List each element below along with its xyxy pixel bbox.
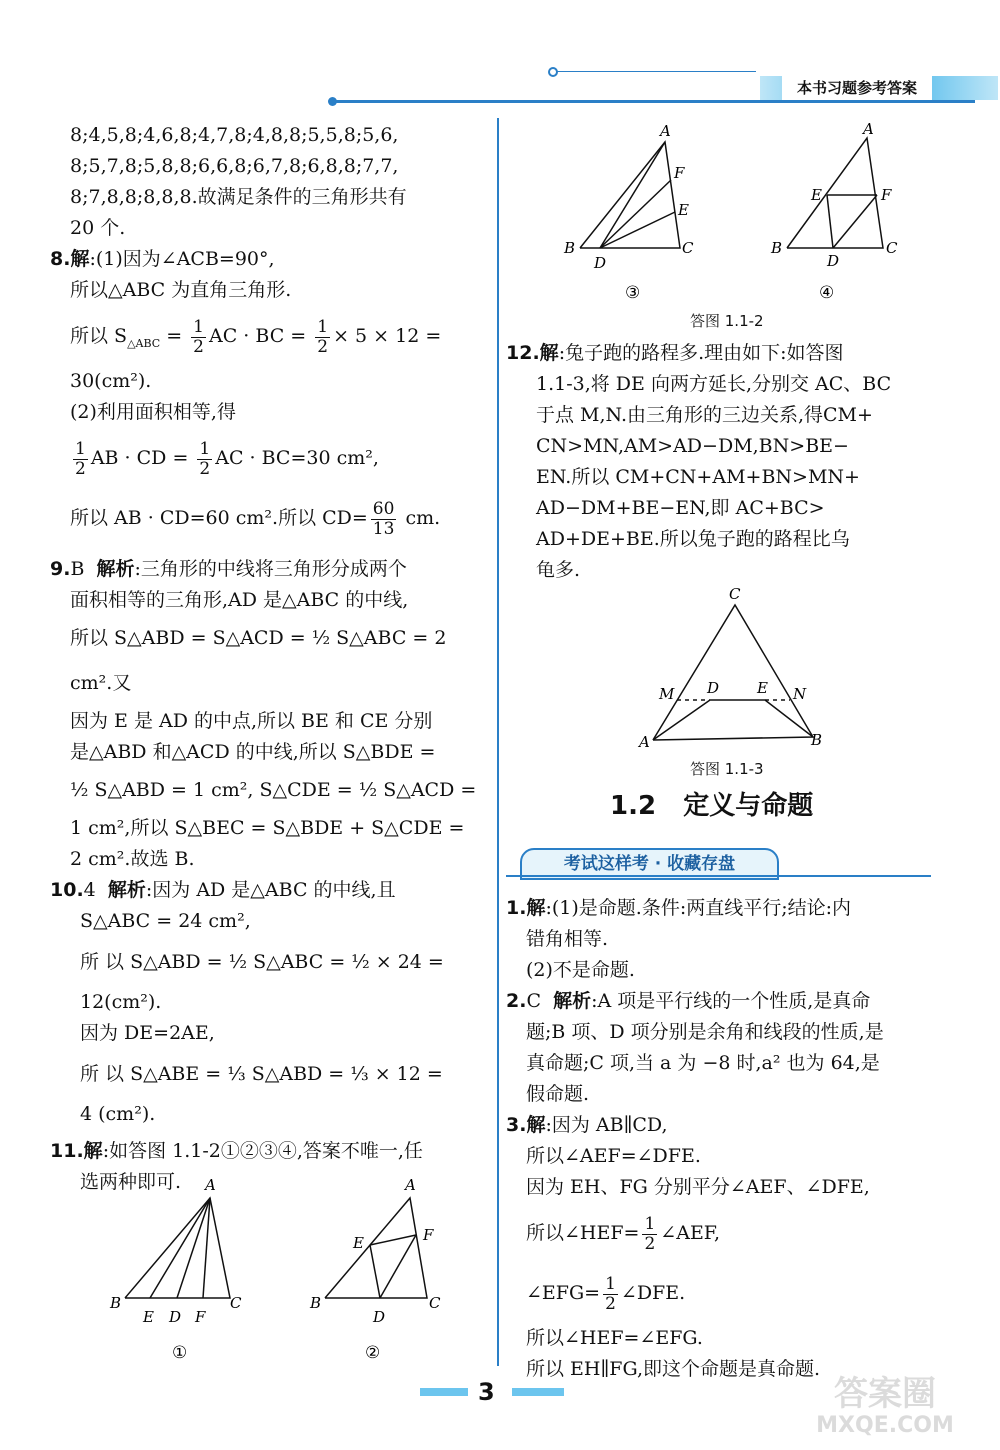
point-label: F xyxy=(881,186,892,204)
header-thin-line xyxy=(556,71,756,72)
q10-line1 xyxy=(50,875,480,906)
frac-num: 1 xyxy=(644,1213,656,1234)
point-label: D xyxy=(594,254,607,272)
q10-line7: 4 (cm²). xyxy=(80,1103,156,1125)
q8-l7-end: cm. xyxy=(399,507,441,529)
point-label: B xyxy=(771,239,783,257)
section-number: 1.2 xyxy=(610,791,657,821)
triangle-acb xyxy=(653,605,813,740)
cont-line: 8;5,7,8;5,8,8;6,6,8;6,7,8;6,8,8;7,7, xyxy=(70,155,399,177)
segment-ed xyxy=(827,195,833,248)
q10-line4: 12(cm²). xyxy=(80,991,162,1013)
q9-answer: B xyxy=(70,558,85,580)
a3-l5-end: ∠DFE. xyxy=(620,1282,686,1304)
caption-fig-1-1-2: 答图 1.1-2 xyxy=(690,312,764,330)
section-heading xyxy=(610,785,813,822)
q8-line5: (2)利用面积相等,得 xyxy=(70,401,236,423)
q12-text1: :兔子跑的路程多.理由如下:如答图 xyxy=(558,342,844,364)
figure-1-1-3 xyxy=(635,585,835,755)
page-deco-left xyxy=(420,1388,468,1396)
point-label: C xyxy=(230,1294,242,1312)
q12-block xyxy=(506,338,931,586)
caption-fig-1-1-3: 答图 1.1-3 xyxy=(690,760,764,778)
q9-number: 9. xyxy=(50,558,71,580)
q9-line2: 面积相等的三角形,AD 是△ABC 的中线, xyxy=(70,589,409,611)
page-deco-right xyxy=(512,1388,564,1396)
triangle-abc xyxy=(325,1198,427,1298)
q8-text1: :(1)因为∠ACB=90°, xyxy=(89,248,275,270)
triangle-abc xyxy=(125,1198,230,1298)
q8-line1 xyxy=(50,244,480,275)
point-label: B xyxy=(811,731,823,749)
q9-line6: ½ S△ABD = 1 cm², S△CDE = ½ S△ACD = xyxy=(70,779,477,801)
figure-2 xyxy=(305,1170,465,1370)
point-label: D xyxy=(827,252,840,270)
a1-line1 xyxy=(506,893,931,924)
q8-l3-end: × 5 × 12 = xyxy=(333,325,442,347)
figure-number: ② xyxy=(365,1343,381,1363)
a2-text1: :A 项是平行线的一个性质,是真命 xyxy=(591,990,871,1012)
frac-num: 1 xyxy=(199,438,211,459)
point-label: E xyxy=(678,201,689,219)
point-label: E xyxy=(353,1234,364,1252)
q9-line8: 2 cm².故选 B. xyxy=(70,848,195,870)
figure-number: ① xyxy=(172,1343,188,1363)
q9-text1: :三角形的中线将三角形分成两个 xyxy=(134,558,407,580)
figure-number: ③ xyxy=(625,283,641,303)
point-label: E xyxy=(811,186,822,204)
point-label: A xyxy=(205,1176,216,1194)
point-label: E xyxy=(757,679,768,697)
q8-l7-pre: 所以 AB · CD=60 cm².所以 CD= xyxy=(70,507,368,529)
banner-underline xyxy=(506,875,931,877)
q9-line7: 1 cm²,所以 S△BEC = S△BDE + S△CDE = xyxy=(70,817,465,839)
frac-den: 13 xyxy=(372,518,395,539)
fraction xyxy=(371,500,397,539)
a3-line7: 所以 EH∥FG,即这个命题是真命题. xyxy=(526,1358,821,1380)
q9-label: 解析 xyxy=(96,558,135,580)
segment-ed xyxy=(370,1245,380,1298)
triangle-abc xyxy=(580,142,680,248)
figure-3 xyxy=(560,120,710,305)
point-label: C xyxy=(729,585,741,603)
segment-af xyxy=(203,1198,210,1298)
a2-label: 解析 xyxy=(553,990,592,1012)
watermark-logo xyxy=(775,1375,995,1445)
path-adeb xyxy=(653,700,813,740)
q8-number: 8. xyxy=(50,248,71,270)
a3-line5 xyxy=(506,1263,931,1323)
point-label: M xyxy=(659,685,675,703)
point-label: A xyxy=(863,120,874,138)
q10-number: 10. xyxy=(50,879,84,901)
q12-line: AD−DM+BE−EN,即 AC+BC> xyxy=(536,497,825,519)
header-dot-top xyxy=(548,67,558,77)
point-label: C xyxy=(429,1294,441,1312)
q8-line2: 所以△ABC 为直角三角形. xyxy=(70,279,292,301)
figure-number: ④ xyxy=(819,283,835,303)
point-label: C xyxy=(886,239,898,257)
q8-l3-sub: △ABC xyxy=(127,336,161,350)
section-title: 定义与命题 xyxy=(683,791,814,821)
q12-number: 12. xyxy=(506,342,540,364)
point-label: C xyxy=(682,239,694,257)
point-label: B xyxy=(564,239,576,257)
point-label: B xyxy=(310,1294,322,1312)
segment-fd xyxy=(833,195,877,248)
frac-num: 1 xyxy=(605,1273,616,1294)
q10-line6: 所 以 S△ABE = ⅓ S△ABD = ⅓ × 12 = xyxy=(80,1063,443,1085)
frac-den: 2 xyxy=(317,336,329,357)
a3-line4 xyxy=(506,1203,931,1263)
fraction xyxy=(315,318,330,357)
q10-line2: S△ABC = 24 cm², xyxy=(80,910,251,932)
q8-line4: 30(cm²). xyxy=(70,370,152,392)
frac-num: 1 xyxy=(193,316,204,337)
a3-line1 xyxy=(506,1110,931,1141)
fraction xyxy=(603,1275,618,1314)
a2-line: 题;B 项、D 项分别是余角和线段的性质,是 xyxy=(526,1021,884,1043)
a3-l4-end: ∠AEF, xyxy=(660,1222,721,1244)
q8-l3-eq: = xyxy=(160,325,189,347)
a1-number: 1. xyxy=(506,897,527,919)
segment-ae xyxy=(150,1198,210,1298)
cont-line: 20 个. xyxy=(70,217,126,239)
q8-line6 xyxy=(50,428,480,488)
triangle-abc xyxy=(787,138,883,248)
q9-line1 xyxy=(50,554,480,585)
point-label: F xyxy=(423,1226,434,1244)
point-label: D xyxy=(373,1308,386,1326)
q9-line5: 是△ABD 和△ACD 的中线,所以 S△BDE = xyxy=(70,741,436,763)
a3-l5-pre: ∠EFG= xyxy=(526,1282,601,1304)
q12-line: 1.1-3,将 DE 向两方延长,分别交 AC、BC xyxy=(536,373,892,395)
frac-den: 2 xyxy=(193,336,204,357)
q12-line: 龟多. xyxy=(536,559,581,581)
a1-label: 解 xyxy=(526,897,546,919)
segment-fd xyxy=(380,1235,416,1298)
frac-den: 2 xyxy=(644,1233,656,1254)
point-label: B xyxy=(110,1294,122,1312)
q12-line: CN>MN,AM>AD−DM,BN>BE− xyxy=(536,435,849,457)
fraction xyxy=(73,440,88,479)
q12-line: EN.所以 CM+CN+AM+BN>MN+ xyxy=(536,466,860,488)
point-label: E xyxy=(143,1308,154,1326)
a3-line2: 所以∠AEF=∠DFE. xyxy=(526,1145,701,1167)
a3-number: 3. xyxy=(506,1114,527,1136)
fraction xyxy=(197,440,212,479)
q8-line3 xyxy=(50,306,480,366)
frac-den: 2 xyxy=(199,458,211,479)
a3-label: 解 xyxy=(526,1114,546,1136)
frac-num: 60 xyxy=(372,498,395,519)
exam-banner: 考试这样考 · 收藏存盘 xyxy=(520,848,779,880)
q10-line3: 所 以 S△ABD = ½ S△ABC = ½ × 24 = xyxy=(80,951,444,973)
q9-line4: 因为 E 是 AD 的中点,所以 BE 和 CE 分别 xyxy=(70,710,433,732)
a1-text1: :(1)是命题.条件:两直线平行;结论:内 xyxy=(545,897,852,919)
q8-l3-tail: AC · BC = xyxy=(209,325,313,347)
watermark-url: MXQE.COM xyxy=(816,1413,954,1438)
a2-answer: C xyxy=(526,990,541,1012)
point-label: D xyxy=(169,1308,182,1326)
q10-answer: 4 xyxy=(83,879,96,901)
page-number: 3 xyxy=(478,1378,495,1406)
a3-line6: 所以∠HEF=∠EFG. xyxy=(526,1327,703,1349)
q12-label: 解 xyxy=(539,342,559,364)
q10-label: 解析 xyxy=(107,879,146,901)
frac-den: 2 xyxy=(75,458,86,479)
a2-number: 2. xyxy=(506,990,527,1012)
a3-line3: 因为 EH、FG 分别平分∠AEF、∠DFE, xyxy=(526,1176,870,1198)
q11-label: 解 xyxy=(83,1140,103,1162)
frac-den: 2 xyxy=(605,1293,616,1314)
q8-l3-pre: 所以 S xyxy=(70,325,128,347)
point-label: F xyxy=(674,164,685,182)
q10-text1: :因为 AD 是△ABC 的中线,且 xyxy=(145,879,396,901)
a2-line: 假命题. xyxy=(526,1083,590,1105)
q8-l6-tail: AB · CD = xyxy=(90,447,195,469)
figure-4 xyxy=(765,120,915,305)
point-label: A xyxy=(660,122,671,140)
point-label: A xyxy=(405,1176,416,1194)
cont-line: 8;7,8,8;8,8,8.故满足条件的三角形共有 xyxy=(70,186,407,208)
q12-line: AD+DE+BE.所以兔子跑的路程比乌 xyxy=(536,528,850,550)
point-label: N xyxy=(793,685,807,703)
a2-line: 真命题;C 项,当 a 为 −8 时,a² 也为 64,是 xyxy=(526,1052,880,1074)
a3-text1: :因为 AB∥CD, xyxy=(545,1114,668,1136)
a1-line: 错角相等. xyxy=(526,928,609,950)
a2-line1 xyxy=(506,986,931,1017)
a1-line: (2)不是命题. xyxy=(526,959,635,981)
column-divider xyxy=(497,118,499,1366)
frac-num: 1 xyxy=(75,438,86,459)
watermark-text: 答案圈 xyxy=(834,1374,936,1414)
header-rule xyxy=(335,100,975,103)
fraction xyxy=(191,318,206,357)
q10-line5: 因为 DE=2AE, xyxy=(80,1022,215,1044)
fraction xyxy=(642,1215,657,1254)
q11-text1: :如答图 1.1-2①②③④,答案不唯一,任 xyxy=(102,1140,423,1162)
q9-line3: 所以 S△ABD = S△ACD = ½ S△ABC = 2 cm².又 xyxy=(70,627,447,694)
answers-block xyxy=(506,893,931,1385)
q8-line7 xyxy=(50,488,480,548)
q8-label: 解 xyxy=(70,248,90,270)
left-column xyxy=(50,118,480,1198)
header-title: 本书习题参考答案 xyxy=(782,76,932,100)
point-label: A xyxy=(639,733,650,751)
q8-l6-end: AC · BC=30 cm², xyxy=(215,447,379,469)
point-label: D xyxy=(707,679,720,697)
cont-line: 8;4,5,8;4,6,8;4,7,8;4,8,8;5,5,8;5,6, xyxy=(70,124,399,146)
figure-1 xyxy=(105,1170,255,1370)
a3-l4-pre: 所以∠HEF= xyxy=(526,1222,640,1244)
frac-num: 1 xyxy=(317,316,329,337)
segment-ad xyxy=(177,1198,210,1298)
point-label: F xyxy=(195,1308,206,1326)
q11-number: 11. xyxy=(50,1140,84,1162)
q12-line1 xyxy=(506,338,931,369)
q11-line2: 选两种即可. xyxy=(80,1171,182,1193)
q12-line: 于点 M,N.由三角形的三边关系,得CM+ xyxy=(536,404,873,426)
q11-line1 xyxy=(50,1136,480,1167)
